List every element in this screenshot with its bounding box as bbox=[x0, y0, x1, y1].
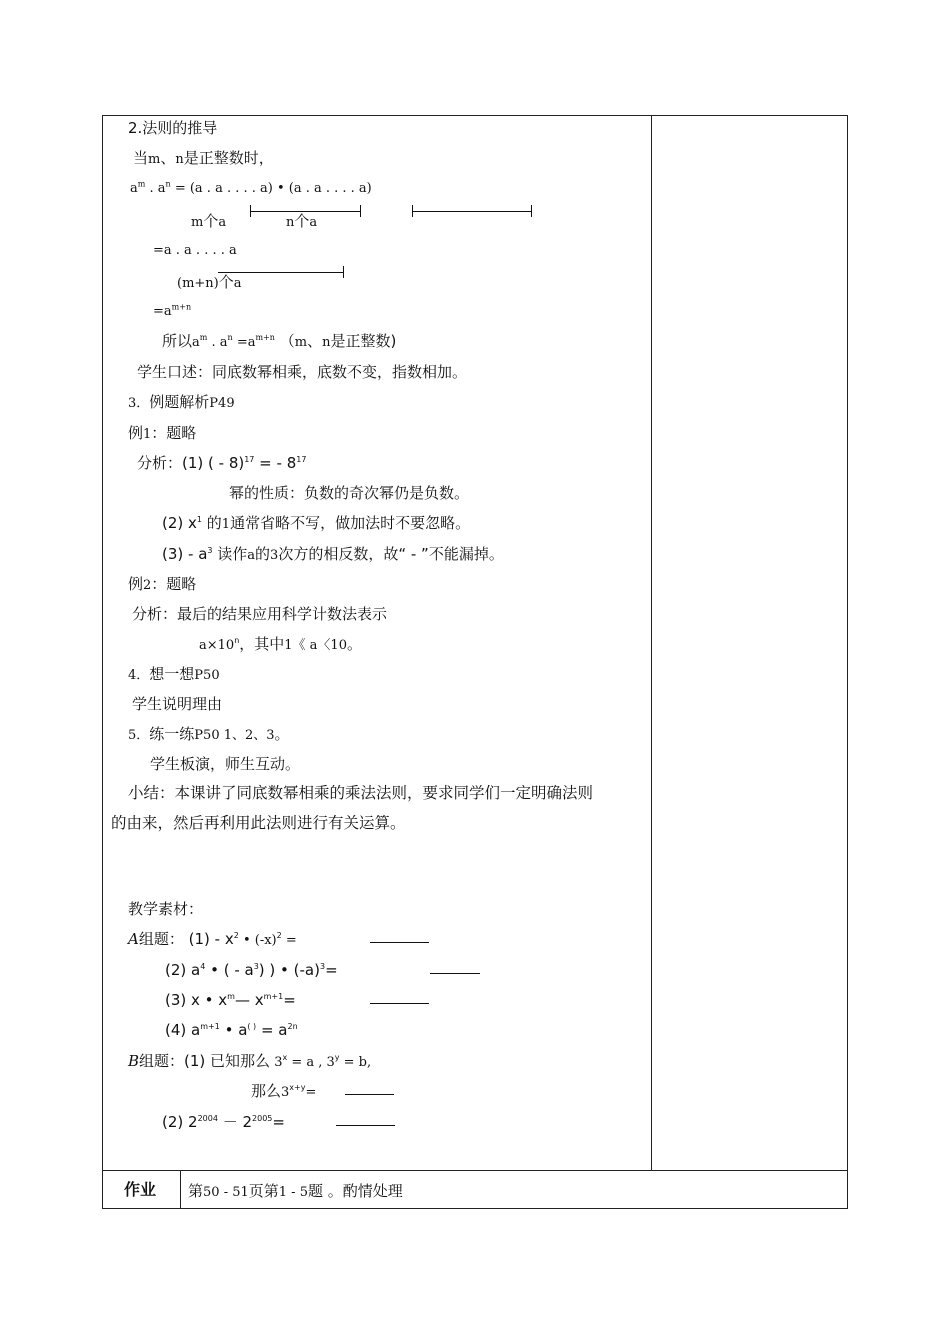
label-m-factors: m个a bbox=[191, 212, 227, 230]
homework-text: 第50 - 51页第1 - 5题 。酌情处理 bbox=[188, 1182, 403, 1200]
section-heading-think: 4．想一想P50 bbox=[128, 665, 220, 683]
note-3: $(3) - a^3$ 读作a的3次方的相反数，故“ - ”不能漏掉。 bbox=[162, 545, 504, 563]
conclusion-line: 所以$a^m$ . $a^n =a^{m+n}$ （m、n是正整数) bbox=[162, 332, 397, 350]
brace-tick bbox=[412, 205, 413, 217]
analysis-1: 分析：(1) ( - 8)$^{17}$ = - $8^{17}$ bbox=[137, 454, 307, 472]
analysis-2: 分析：最后的结果应用科学计数法表示 bbox=[132, 605, 388, 623]
student-recite: 学生口述：同底数幂相乘，底数不变，指数相加。 bbox=[137, 363, 468, 381]
practice-board: 学生板演，师生互动。 bbox=[150, 755, 301, 773]
equation-combined: =a . a . . . . a bbox=[153, 243, 237, 258]
example-2: 例2：题略 bbox=[128, 575, 197, 593]
note-2: (2) $x^1$ 的1通常省略不写，做加法时不要忽略。 bbox=[162, 514, 471, 532]
label-mn-factors: (m+n)个a bbox=[177, 273, 242, 291]
homework-label: 作业 bbox=[124, 1180, 157, 1199]
equation-expand: $a^m$ . $a^n = (a$ . a . . . . a) • (a . a . . . . a) bbox=[130, 179, 372, 196]
section-heading-practice: 5．练一练P50 1、2、3。 bbox=[128, 725, 290, 743]
summary-line-2: 的由来，然后再利用此法则进行有关运算。 bbox=[111, 814, 406, 832]
answer-blank-a1[interactable] bbox=[370, 928, 429, 943]
group-a-q3: (3) x • $x^m—$ $x^{m+1}=$ bbox=[165, 991, 296, 1009]
section-heading-derivation: 2.法则的推导 bbox=[128, 119, 218, 137]
scientific-notation: $a\times 10^n$，其中1《 a〈10。 bbox=[199, 635, 362, 653]
brace-tick bbox=[531, 205, 532, 217]
group-b-q1: B组题：(1) 已知那么 $3^x = a$ , $3^y = b$, bbox=[128, 1052, 372, 1070]
brace-bar-2 bbox=[412, 211, 532, 212]
answer-blank-a2[interactable] bbox=[430, 959, 480, 974]
group-b-q1-then: 那么$3^{x+y}=$ bbox=[251, 1082, 317, 1100]
equation-result: $=a^{m+n}$ bbox=[153, 302, 192, 319]
group-a-q1: A组题： $(1) - x^2$ • $(-x)^2$ = bbox=[128, 930, 297, 948]
answer-blank-b2[interactable] bbox=[336, 1111, 395, 1126]
column-divider bbox=[651, 115, 652, 1170]
brace-bar-3 bbox=[218, 272, 344, 273]
think-explain: 学生说明理由 bbox=[132, 695, 223, 713]
power-property: 幂的性质：负数的奇次幂仍是负数。 bbox=[229, 484, 470, 502]
condition-line: 当m、n是正整数时， bbox=[133, 149, 274, 167]
label-n-factors: n个a bbox=[286, 212, 318, 230]
materials-heading: 教学素材： bbox=[128, 900, 204, 918]
brace-tick bbox=[360, 205, 361, 217]
answer-blank-b1[interactable] bbox=[345, 1080, 394, 1095]
section-heading-examples: 3．例题解析P49 bbox=[128, 393, 235, 411]
group-b-q2: (2) $2^{2004} - 2^{2005}=$ bbox=[162, 1113, 285, 1131]
homework-label-divider bbox=[180, 1170, 181, 1208]
group-a-q4: (4) $a^{m+1}$ • $a^{( )} = a^{2n}$ bbox=[165, 1021, 298, 1039]
summary-line-1: 小结：本课讲了同底数幂相乘的乘法法则，要求同学们一定明确法则 bbox=[128, 784, 594, 802]
brace-tick bbox=[343, 266, 344, 278]
example-1: 例1：题略 bbox=[128, 424, 197, 442]
group-a-q2: (2) $a^4$ • ( - $a^3$) ) • $(-a)^3=$ bbox=[165, 961, 338, 979]
answer-blank-a3[interactable] bbox=[370, 989, 429, 1004]
brace-tick bbox=[250, 205, 251, 217]
homework-row-divider bbox=[102, 1170, 848, 1171]
